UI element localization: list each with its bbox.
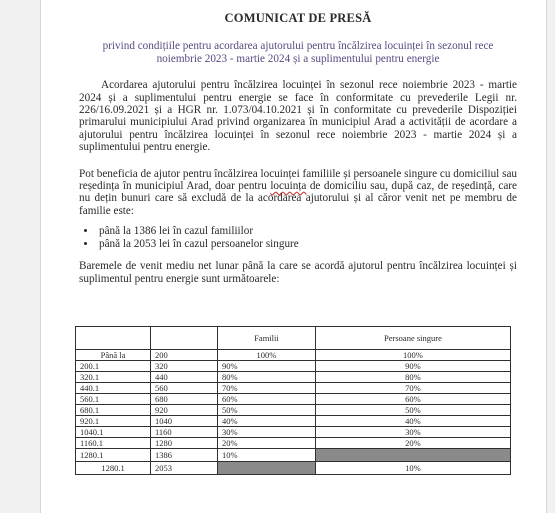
table-row [76,372,511,383]
table-row [76,383,511,394]
table-header-cell: Familii [218,327,316,350]
list-item: • până la 2053 lei în cazul persoanelor singure [97,238,517,250]
table-row [76,462,511,475]
table-row [76,350,511,361]
eligibility-text-start: Pot beneficia de ajutor pentru încălzirea locuinței familiile și persoanele singure cu domiciliul sau reședința în municipiul Arad, doar pentru [79,167,517,193]
table-row [76,416,511,427]
table-header-cell [151,327,218,350]
table-row [76,405,511,416]
table-cell: 30% [315,427,510,438]
shaded-cell [218,462,316,475]
table-header-cell [76,327,151,350]
table-cell: 90% [315,361,510,372]
table-cell: 920.1 [76,416,151,427]
table-cell: 440.1 [76,383,151,394]
table-cell: 100% [218,350,316,361]
table-cell: 200.1 [76,361,151,372]
table-cell: 10% [315,462,510,475]
table-cell: 2053 [151,462,218,475]
table-cell: 560.1 [76,394,151,405]
eligibility-text-end: de domiciliu sau, după caz, de reședință, care nu dețin bunuri care să excludă de la acordarea ajutorului și al căror venit net pe membru de familie este: [79,180,518,217]
table-cell: 1160.1 [76,438,151,449]
table-cell: 560 [151,383,218,394]
paragraph-eligibility [79,168,517,218]
income-limits-list [79,225,517,250]
table-cell: 1040 [151,416,218,427]
table-cell: 320.1 [76,372,151,383]
table-cell: Până la [76,350,151,361]
table-cell: 40% [315,416,510,427]
paragraph-scale-intro: Baremele de venit mediu net lunar până la care se acordă ajutorul pentru încălzirea locuinței și suplimentul pentru energie sunt următoarele: [79,260,517,285]
table-row [76,427,511,438]
table-cell: 20% [218,438,316,449]
page-title: COMUNICAT DE PRESĂ [224,11,372,25]
shaded-cell [315,449,510,462]
table-cell: 70% [315,383,510,394]
table-cell: 1386 [151,449,218,462]
table-cell: 100% [315,350,510,361]
table-cell: 90% [218,361,316,372]
table-cell: 680.1 [76,405,151,416]
table-cell: 1040.1 [76,427,151,438]
table-cell: 10% [218,449,316,462]
table-cell: 320 [151,361,218,372]
table-cell: 40% [218,416,316,427]
table-row [76,361,511,372]
table-cell: 70% [218,383,316,394]
table-cell: 30% [218,427,316,438]
table-cell: 50% [315,405,510,416]
paragraph-legal-basis: Acordarea ajutorului pentru încălzirea locuinței în sezonul rece noiembrie 2023 - martie 2024 și a suplimentului pentru energie se face în conformitate cu prevederile Legii nr. 226/16.09.2021 și a HGR nr. 1.073/04.10.2021 și în conformitate cu prevederile Dispoziției primarului municipiului Arad privind organizarea în municipiul Arad a activității de acordare a ajutorului pentru încălzirea locuinței în sezonul rece noiembrie 2023 - martie 2024 și a suplimentului pentru energie. [79,79,517,154]
spellcheck-word: locuința [270,180,307,193]
table-cell: 200 [151,350,218,361]
table-cell: 920 [151,405,218,416]
income-scale-table [75,326,511,475]
table-cell: 60% [218,394,316,405]
document-content [79,10,517,299]
table-row [76,394,511,405]
page-subtitle: privind condițiile pentru acordarea ajutorului pentru încălzirea locuinței în sezonul rece noiembrie 2023 - martie 2024 și a suplimentului pentru energie [102,40,494,65]
table-cell: 1280 [151,438,218,449]
table-cell: 50% [218,405,316,416]
table-cell: 80% [315,372,510,383]
table-cell: 1280.1 [76,462,151,475]
table-header-cell: Persoane singure [315,327,510,350]
table-cell: 1160 [151,427,218,438]
table-cell: 60% [315,394,510,405]
table-row [76,438,511,449]
table-cell: 20% [315,438,510,449]
table-cell: 80% [218,372,316,383]
table-cell: 680 [151,394,218,405]
table-header-row [76,327,511,350]
table-cell: 1280.1 [76,449,151,462]
table-row [76,449,511,462]
list-item: • până la 1386 lei în cazul familiilor [97,225,517,237]
table-cell: 440 [151,372,218,383]
